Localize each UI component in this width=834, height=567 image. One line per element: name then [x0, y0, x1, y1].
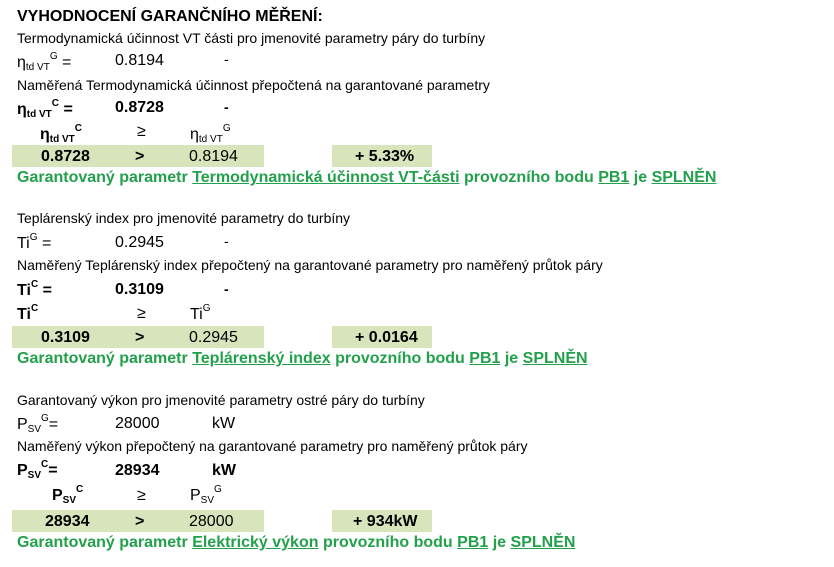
result-point: PB1: [457, 534, 489, 551]
result-point: PB1: [598, 169, 630, 186]
measured-unit: -: [224, 281, 229, 297]
measured-unit: kW: [212, 462, 236, 479]
result-status: SPLNĚN: [651, 169, 717, 186]
comparison-guaranteed: 0.8194: [189, 148, 238, 165]
guaranteed-unit: -: [224, 233, 229, 249]
page-title: VYHODNOCENÍ GARANČNÍHO MĚŘENÍ:: [17, 8, 323, 25]
measured-value: 0.8728: [115, 99, 164, 116]
compare-symbol-measured: $Ti^C$: [17, 303, 39, 323]
compare-symbol-measured: $\eta_{td VT}^C$: [40, 123, 83, 145]
difference-value: + 0.0164: [355, 329, 418, 346]
guaranteed-description: Termodynamická účinnost VT části pro jmenovité parametry páry do turbíny: [17, 30, 486, 46]
compare-symbol-guaranteed: $P_{SV}^G$: [190, 484, 222, 506]
measured-description: Naměřený Teplárenský index přepočtený na garantované parametry pro naměřený průtok páry: [17, 257, 603, 273]
comparison-measured: 0.8728: [41, 148, 90, 165]
result-parameter: Elektrický výkon: [192, 534, 319, 551]
result-line: Garantovaný parametr Termodynamická účinnost VT-části provozního bodu PB1 je SPLNĚN: [17, 169, 717, 186]
comparison-operator: >: [135, 513, 145, 530]
compare-symbol-guaranteed: $\eta_{td VT}^G$: [190, 123, 231, 145]
comparison-operator: >: [135, 148, 145, 165]
comparison-measured: 28934: [45, 513, 90, 530]
compare-ge-sign: ≥: [137, 123, 146, 140]
result-point: PB1: [469, 350, 501, 367]
measured-value: 0.3109: [115, 281, 164, 298]
guaranteed-symbol: $P_{SV}^G=$: [17, 413, 59, 435]
guaranteed-description: Garantovaný výkon pro jmenovité parametry ostré páry do turbíny: [17, 392, 425, 408]
result-parameter: Teplárenský index: [192, 350, 331, 367]
measured-unit: -: [224, 99, 229, 115]
guaranteed-unit: kW: [212, 415, 236, 432]
measured-description: Naměřený výkon přepočtený na garantované parametry pro naměřený průtok páry: [17, 438, 528, 454]
measured-symbol: $Ti^C$ =: [17, 279, 52, 299]
result-status: SPLNĚN: [522, 350, 588, 367]
difference-value: + 934kW: [353, 513, 418, 530]
guaranteed-value: 0.8194: [115, 52, 164, 69]
guaranteed-value: 0.2945: [115, 234, 164, 251]
guaranteed-symbol: $\eta_{td VT}^G$ =: [17, 51, 72, 73]
result-line: Garantovaný parametr Teplárenský index provozního bodu PB1 je SPLNĚN: [17, 350, 588, 367]
measured-value: 28934: [115, 462, 160, 479]
compare-ge-sign: ≥: [137, 305, 146, 322]
result-line: Garantovaný parametr Elektrický výkon provozního bodu PB1 je SPLNĚN: [17, 534, 576, 551]
guaranteed-description: Teplárenský index pro jmenovité parametry do turbíny: [17, 210, 351, 226]
comparison-operator: >: [135, 329, 145, 346]
comparison-measured: 0.3109: [41, 329, 90, 346]
compare-symbol-measured: $P_{SV}^C$: [52, 484, 84, 506]
compare-symbol-guaranteed: $Ti^G$: [190, 303, 211, 323]
measured-description: Naměřená Termodynamická účinnost přepočtená na garantované parametry: [17, 77, 490, 93]
measured-symbol: $\eta_{td VT}^C$ =: [17, 98, 73, 120]
comparison-guaranteed: 0.2945: [189, 329, 238, 346]
result-parameter: Termodynamická účinnost VT-části: [192, 169, 460, 186]
guaranteed-unit: -: [224, 51, 229, 67]
measured-symbol: $P_{SV}^C=$: [17, 459, 58, 481]
compare-ge-sign: ≥: [137, 487, 146, 504]
guaranteed-symbol: $Ti^G$ =: [17, 232, 52, 252]
comparison-guaranteed: 28000: [189, 513, 234, 530]
difference-value: + 5.33%: [355, 148, 415, 165]
guaranteed-value: 28000: [115, 415, 160, 432]
result-status: SPLNĚN: [510, 534, 576, 551]
